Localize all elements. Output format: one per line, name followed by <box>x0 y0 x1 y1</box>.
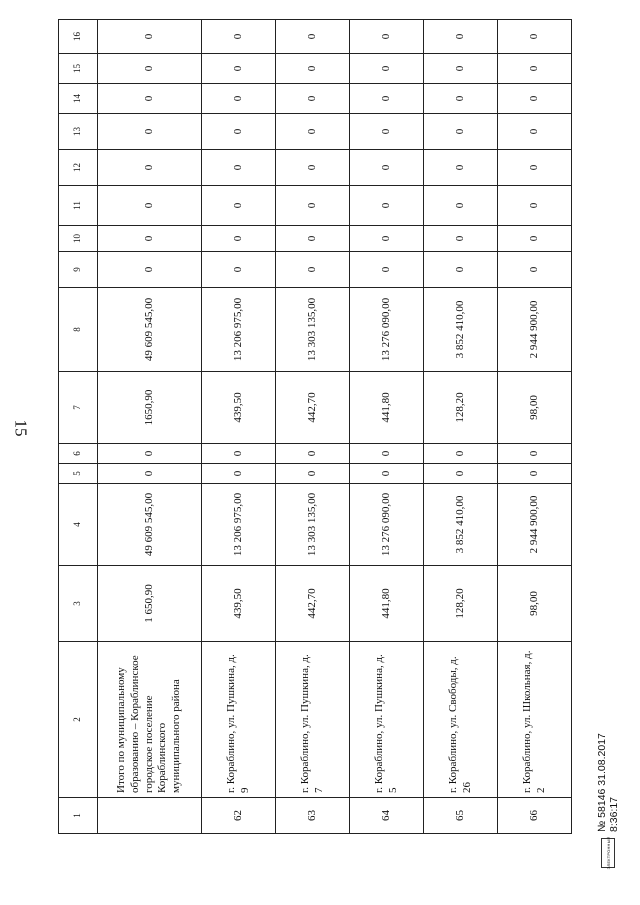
column-header: 12 <box>59 150 98 186</box>
row-number-cell <box>98 798 202 834</box>
value-cell: 0 <box>202 186 276 226</box>
column-header: 11 <box>59 186 98 226</box>
value-cell: 0 <box>350 186 424 226</box>
value-cell: 2 944 900,00 <box>498 288 572 372</box>
value-cell: 1 650,90 <box>98 566 202 642</box>
column-header: 1 <box>59 798 98 834</box>
value-cell: 0 <box>276 114 350 150</box>
value-cell: 0 <box>350 54 424 84</box>
address-cell: г. Кораблино, ул. Пушкина, д. 7 <box>276 642 350 798</box>
table-row <box>98 20 202 834</box>
value-cell: 0 <box>498 84 572 114</box>
value-cell: 0 <box>498 252 572 288</box>
value-cell: 0 <box>276 54 350 84</box>
value-cell: 0 <box>98 444 202 464</box>
value-cell: 0 <box>498 20 572 54</box>
value-cell: 0 <box>424 20 498 54</box>
column-header: 6 <box>59 444 98 464</box>
address-cell: Итого по муниципальному образованию – Кораблинское городское поселение Кораблинского муниципального района <box>98 642 202 798</box>
value-cell: 0 <box>424 444 498 464</box>
address-cell: г. Кораблино, ул. Свободы, д. 26 <box>424 642 498 798</box>
value-cell: 0 <box>276 150 350 186</box>
value-cell: 13 276 090,00 <box>350 484 424 566</box>
value-cell: 0 <box>350 150 424 186</box>
value-cell: 0 <box>98 150 202 186</box>
value-cell: 0 <box>202 252 276 288</box>
value-cell: 0 <box>98 84 202 114</box>
value-cell: 13 206 975,00 <box>202 484 276 566</box>
table-header-row <box>59 20 98 834</box>
value-cell: 0 <box>98 54 202 84</box>
data-table <box>58 19 572 834</box>
value-cell: 0 <box>424 54 498 84</box>
table-row <box>202 20 276 834</box>
value-cell: 0 <box>498 186 572 226</box>
column-header: 5 <box>59 464 98 484</box>
value-cell: 0 <box>276 226 350 252</box>
value-cell: 98,00 <box>498 372 572 444</box>
column-header: 9 <box>59 252 98 288</box>
value-cell: 0 <box>350 20 424 54</box>
value-cell: 0 <box>498 464 572 484</box>
column-header: 3 <box>59 566 98 642</box>
value-cell: 442,70 <box>276 566 350 642</box>
value-cell: 49 609 545,00 <box>98 288 202 372</box>
row-number-cell: 63 <box>276 798 350 834</box>
address-cell: г. Кораблино, ул. Пушкина, д. 9 <box>202 642 276 798</box>
value-cell: 0 <box>202 54 276 84</box>
value-cell: 0 <box>98 252 202 288</box>
value-cell: 128,20 <box>424 566 498 642</box>
value-cell: 0 <box>202 444 276 464</box>
address-cell: г. Кораблино, ул. Школьная, д. 2 <box>498 642 572 798</box>
registration-number: № 58146 31.08.2017 8:36:17 <box>596 733 620 832</box>
value-cell: 0 <box>276 186 350 226</box>
value-cell: 3 852 410,00 <box>424 288 498 372</box>
value-cell: 0 <box>276 84 350 114</box>
column-header: 13 <box>59 114 98 150</box>
value-cell: 0 <box>98 20 202 54</box>
value-cell: 439,50 <box>202 372 276 444</box>
value-cell: 0 <box>202 84 276 114</box>
registry-logo: ЭЛЕКТРОННЫЙ <box>601 838 615 868</box>
column-header: 2 <box>59 642 98 798</box>
value-cell: 0 <box>498 150 572 186</box>
value-cell: 13 303 135,00 <box>276 288 350 372</box>
row-number-cell: 65 <box>424 798 498 834</box>
value-cell: 0 <box>498 444 572 464</box>
table-row <box>424 20 498 834</box>
value-cell: 0 <box>276 252 350 288</box>
value-cell: 0 <box>498 54 572 84</box>
value-cell: 0 <box>350 252 424 288</box>
value-cell: 128,20 <box>424 372 498 444</box>
value-cell: 3 852 410,00 <box>424 484 498 566</box>
table-container <box>58 20 572 834</box>
registration-stamp <box>598 698 618 868</box>
value-cell: 0 <box>498 114 572 150</box>
value-cell: 0 <box>98 114 202 150</box>
page-number: 15 <box>11 419 31 437</box>
value-cell: 0 <box>350 226 424 252</box>
column-header: 16 <box>59 20 98 54</box>
value-cell: 0 <box>424 186 498 226</box>
value-cell: 0 <box>276 464 350 484</box>
value-cell: 0 <box>424 114 498 150</box>
column-header: 7 <box>59 372 98 444</box>
value-cell: 0 <box>424 84 498 114</box>
value-cell: 0 <box>424 464 498 484</box>
value-cell: 441,80 <box>350 566 424 642</box>
value-cell: 0 <box>350 114 424 150</box>
value-cell: 439,50 <box>202 566 276 642</box>
column-header: 8 <box>59 288 98 372</box>
value-cell: 0 <box>202 114 276 150</box>
value-cell: 13 303 135,00 <box>276 484 350 566</box>
value-cell: 13 206 975,00 <box>202 288 276 372</box>
value-cell: 1650,90 <box>98 372 202 444</box>
column-header: 4 <box>59 484 98 566</box>
row-number-cell: 64 <box>350 798 424 834</box>
table-row <box>276 20 350 834</box>
value-cell: 0 <box>202 150 276 186</box>
value-cell: 0 <box>276 20 350 54</box>
column-header: 14 <box>59 84 98 114</box>
value-cell: 0 <box>276 444 350 464</box>
value-cell: 0 <box>202 20 276 54</box>
table-row <box>350 20 424 834</box>
value-cell: 0 <box>424 150 498 186</box>
value-cell: 2 944 900,00 <box>498 484 572 566</box>
row-number-cell: 62 <box>202 798 276 834</box>
value-cell: 0 <box>498 226 572 252</box>
value-cell: 0 <box>98 186 202 226</box>
value-cell: 49 609 545,00 <box>98 484 202 566</box>
row-number-cell: 66 <box>498 798 572 834</box>
value-cell: 0 <box>98 464 202 484</box>
column-header: 15 <box>59 54 98 84</box>
value-cell: 0 <box>424 226 498 252</box>
value-cell: 13 276 090,00 <box>350 288 424 372</box>
value-cell: 0 <box>202 464 276 484</box>
value-cell: 0 <box>350 464 424 484</box>
value-cell: 0 <box>424 252 498 288</box>
value-cell: 0 <box>98 226 202 252</box>
column-header: 10 <box>59 226 98 252</box>
value-cell: 98,00 <box>498 566 572 642</box>
value-cell: 0 <box>350 444 424 464</box>
address-cell: г. Кораблино, ул. Пушкина, д. 5 <box>350 642 424 798</box>
value-cell: 442,70 <box>276 372 350 444</box>
value-cell: 0 <box>350 84 424 114</box>
value-cell: 0 <box>202 226 276 252</box>
table-row <box>498 20 572 834</box>
value-cell: 441,80 <box>350 372 424 444</box>
